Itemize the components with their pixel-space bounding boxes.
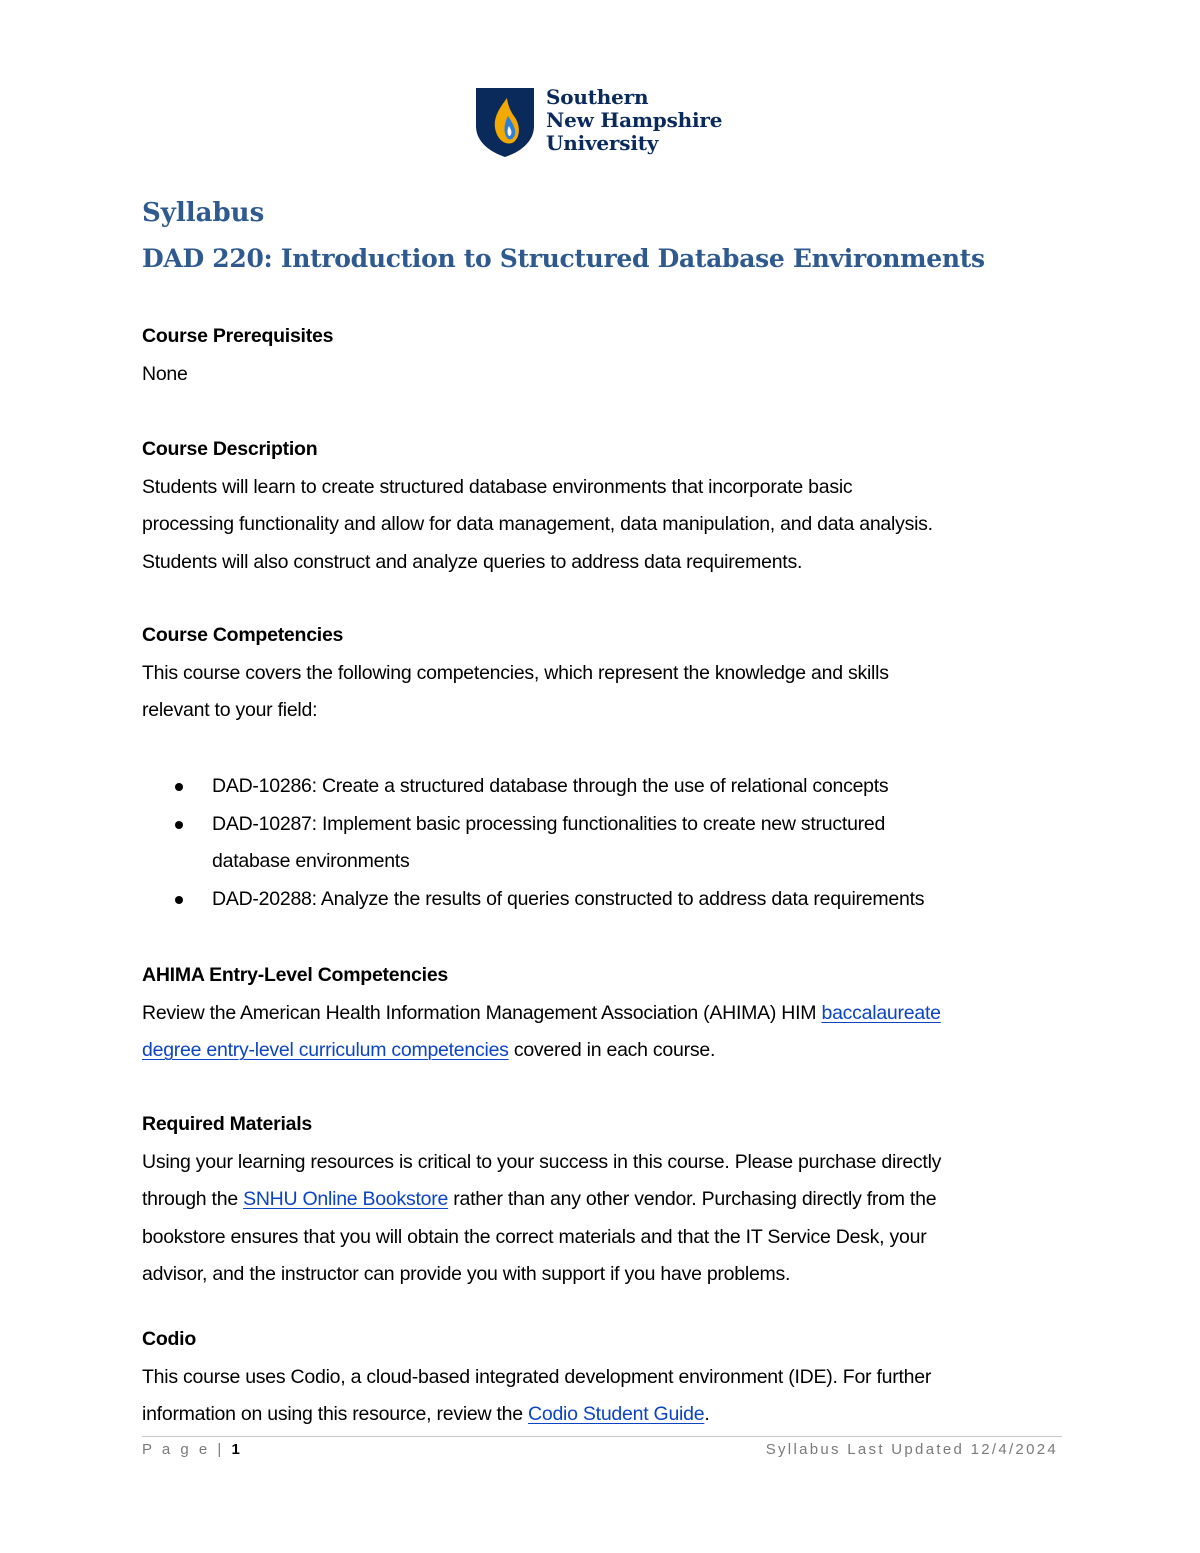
description-line: Students will learn to create structured database environments that incorporate basic: [142, 475, 853, 498]
codio-line: This course uses Codio, a cloud-based integrated development environment (IDE). For further: [142, 1365, 932, 1388]
competencies-list-section: [142, 768, 1072, 918]
materials-section: [142, 1106, 1072, 1294]
codio-section: [142, 1321, 1072, 1434]
competency-text-continued: database environments: [212, 850, 410, 872]
page-number-label: [142, 1441, 243, 1458]
page-label: P a g e |: [142, 1441, 225, 1458]
ahima-text-after: covered in each course.: [508, 1039, 716, 1061]
codio-text-after: .: [704, 1403, 710, 1425]
page-footer: [142, 1436, 1062, 1467]
bullet-icon: [175, 821, 183, 829]
competency-text: DAD-10287: Implement basic processing functionalities to create new structured: [212, 812, 886, 835]
competency-text: DAD-10286: Create a structured database through the use of relational concepts: [212, 775, 889, 797]
course-title: DAD 220: Introduction to Structured Database Environments: [142, 244, 985, 273]
bookstore-link[interactable]: SNHU Online Bookstore: [243, 1188, 449, 1210]
codio-text: information on using this resource, review the: [142, 1403, 529, 1425]
competencies-section: [142, 617, 1072, 730]
bullet-icon: [175, 783, 183, 791]
competencies-intro-line: This course covers the following competencies, which represent the knowledge and skills: [142, 661, 889, 684]
codio-heading: Codio: [142, 1328, 196, 1350]
materials-text: rather than any other vendor. Purchasing directly from the: [448, 1188, 937, 1210]
ahima-competencies-link-continued[interactable]: degree entry-level curriculum competencies: [142, 1039, 509, 1061]
materials-line: [142, 1181, 1072, 1219]
prerequisites-heading: Course Prerequisites: [142, 325, 334, 347]
competencies-list: [142, 768, 1072, 918]
materials-line: bookstore ensures that you will obtain the correct materials and that the IT Service Desk, your: [142, 1225, 927, 1248]
logo-line-new-hampshire: New Hampshire: [546, 108, 723, 132]
materials-line: Using your learning resources is critical to your success in this course. Please purchase directly: [142, 1150, 942, 1173]
description-heading: Course Description: [142, 438, 318, 460]
competency-text: DAD-20288: Analyze the results of queries constructed to address data requirements: [212, 887, 925, 910]
description-line: processing functionality and allow for data management, data manipulation, and data analysis.: [142, 513, 933, 535]
ahima-heading: AHIMA Entry-Level Competencies: [142, 964, 449, 986]
description-section: [142, 431, 1072, 581]
bullet-icon: [175, 896, 183, 904]
ahima-line: [142, 1032, 1072, 1070]
description-line: Students will also construct and analyze queries to address data requirements.: [142, 550, 803, 573]
competencies-intro-line: relevant to your field:: [142, 699, 318, 721]
ahima-competencies-link[interactable]: baccalaureate: [821, 1001, 941, 1024]
prerequisites-text: None: [142, 362, 188, 385]
university-logo: [474, 86, 734, 158]
prerequisites-section: [142, 318, 1072, 393]
logo-line-southern: Southern: [546, 85, 649, 109]
ahima-line: [142, 995, 1072, 1033]
competencies-heading: Course Competencies: [142, 624, 344, 646]
ahima-section: [142, 957, 1072, 1070]
materials-text: through the: [142, 1188, 244, 1210]
materials-line: advisor, and the instructor can provide you with support if you have problems.: [142, 1263, 791, 1285]
competency-item: [142, 768, 1072, 806]
page-title: Syllabus: [142, 198, 265, 228]
logo-wordmark: [546, 86, 722, 155]
last-updated: Syllabus Last Updated 12/4/2024: [765, 1441, 1058, 1458]
logo-line-university: University: [546, 131, 659, 155]
page-number: 1: [231, 1441, 243, 1458]
ahima-text: Review the American Health Information Management Association (AHIMA) HIM: [142, 1001, 822, 1024]
codio-line: [142, 1396, 1072, 1434]
competency-item: [142, 806, 1072, 881]
shield-flame-icon: [474, 86, 536, 158]
codio-guide-link[interactable]: Codio Student Guide: [528, 1403, 705, 1425]
competency-item: [142, 881, 1072, 919]
materials-heading: Required Materials: [142, 1113, 312, 1135]
